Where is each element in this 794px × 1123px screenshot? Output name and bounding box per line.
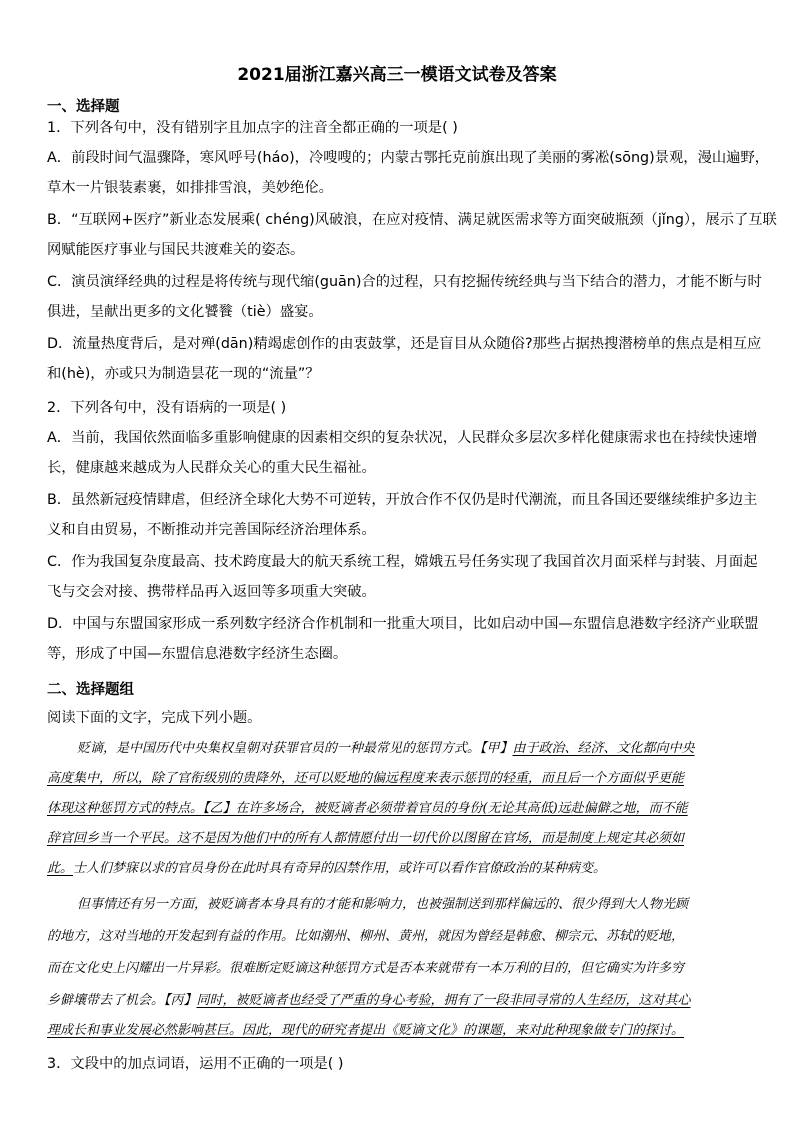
passage-text: 乡僻壤带去了机会。【丙】 bbox=[47, 993, 197, 1008]
section-heading-choice: 一、选择题 bbox=[47, 99, 120, 115]
passage-p1-line1 bbox=[77, 740, 777, 758]
passage-underlined: 由于政治、经济、文化都向中央 bbox=[512, 741, 695, 756]
question-1-option-d-cont: 和(hè)，亦或只为制造昙花一现的“流量”？ bbox=[47, 366, 320, 382]
question-2-option-b-cont: 义和自由贸易，不断推动并完善国际经济治理体系。 bbox=[47, 522, 376, 538]
passage-text: 士人们梦寐以求的官员身份在此时具有奇异的囚禁作用，或许可以看作官僚政治的某种病变。 bbox=[73, 861, 607, 876]
document-title: 2021届浙江嘉兴高三一模语文试卷及答案 bbox=[237, 65, 557, 85]
passage-p2-line1: 但事情还有另一方面，被贬谪者本身具有的才能和影响力，也被强制送到那样偏远的、很少得到大人物光顾 bbox=[77, 897, 689, 912]
question-3-stem: 3．文段中的加点词语，运用不正确的一项是( ) bbox=[47, 1056, 344, 1072]
passage-underlined: 高度集中，所以，除了官衔级别的贵降外，还可以贬地的偏远程度来表示惩罚的轻重，而且后一个方面似乎更能 bbox=[47, 771, 685, 786]
passage-p1-line3 bbox=[47, 800, 747, 818]
passage-p2-line4 bbox=[47, 992, 747, 1010]
passage-p1-line2 bbox=[47, 770, 747, 788]
passage-p2-line2: 的地方，这对当地的开发起到有益的作用。比如潮州、柳州、黄州，就因为曾经是韩愈、柳宗元、苏轼的贬地， bbox=[47, 929, 685, 944]
passage-text: 贬谪，是中国历代中央集权皇朝对获罪官员的一种最常见的惩罚方式。【甲】 bbox=[77, 741, 513, 756]
question-2-option-d: D．中国与东盟国家形成一系列数字经济合作机制和一批重大项目，比如启动中国—东盟信息港数字经济产业联盟 bbox=[47, 616, 759, 632]
question-1-option-a: A．前段时间气温骤降，寒风呼号(háo)，冷嗖嗖的；内蒙古鄂托克前旗出现了美丽的雾凇(sōng)景观，漫山遍野， bbox=[47, 150, 770, 166]
question-1-option-a-cont: 草木一片银装素裹，如排排雪浪，美妙绝伦。 bbox=[47, 180, 333, 196]
question-2-option-c: C．作为我国复杂度最高、技术跨度最大的航天系统工程，嫦娥五号任务实现了我国首次月面采样与封装、月面起 bbox=[47, 554, 758, 570]
passage-p2-line5 bbox=[47, 1022, 747, 1040]
passage-underlined: 此。 bbox=[47, 861, 74, 876]
question-1-option-d: D．流量热度背后，是对殚(dān)精竭虑创作的由衷鼓掌，还是盲目从众随俗?那些占据热搜潜榜单的焦点是相互应 bbox=[47, 336, 762, 352]
passage-p1-line5 bbox=[47, 860, 747, 878]
question-2-option-b: B．虽然新冠疫情肆虐，但经济全球化大势不可逆转，开放合作不仅仍是时代潮流，而且各国还要继续维护多边主 bbox=[47, 492, 758, 508]
passage-p1-line4 bbox=[47, 830, 747, 848]
question-2-option-d-cont: 等，形成了中国—东盟信息港数字经济生态圈。 bbox=[47, 646, 348, 662]
question-2-option-a-cont: 长，健康越来越成为人民群众关心的重大民生福祉。 bbox=[47, 460, 376, 476]
question-2-option-a: A．当前，我国依然面临多重影响健康的因素相交织的复杂状况，人民群众多层次多样化健康需求也在持续快速增 bbox=[47, 430, 758, 446]
passage-underlined: 同时，被贬谪者也经受了严重的身心考验，拥有了一段非同寻常的人生经历，这对其心 bbox=[196, 993, 691, 1008]
question-1-stem: 1．下列各句中，没有错别字且加点字的注音全都正确的一项是( ) bbox=[47, 120, 458, 136]
question-1-option-c-cont: 俱进，呈献出更多的文化饕餮（tiè）盛宴。 bbox=[47, 304, 323, 320]
question-2-option-c-cont: 飞与交会对接、携带样品再入返回等多项重大突破。 bbox=[47, 584, 376, 600]
passage-underlined: 在许多场合，被贬谪者必须带着官员的身份(无论其高低)远赴偏僻之地，而不能 bbox=[235, 801, 688, 816]
passage-p2-line3: 而在文化史上闪耀出一片异彩。很难断定贬谪这种惩罚方式是否本来就带有一本万利的目的，但它确实为许多穷 bbox=[47, 961, 685, 976]
question-2-stem: 2．下列各句中，没有语病的一项是( ) bbox=[47, 400, 287, 416]
passage-underlined: 辞官回乡当一个平民。这不是因为他们中的所有人都情愿付出一切代价以图留在官场，而是制度上规定其必须如 bbox=[47, 831, 685, 846]
passage-underlined: 体现这种惩罚方式的特点。【乙】 bbox=[47, 801, 236, 816]
reading-instruction: 阅读下面的文字，完成下列小题。 bbox=[47, 710, 262, 726]
question-1-option-c: C．演员演绎经典的过程是将传统与现代缩(guān)合的过程，只有挖掘传统经典与当下结合的潜力，才能不断与时 bbox=[47, 274, 762, 290]
passage-underlined: 理成长和事业发展必然影响甚巨。因此，现代的研究者提出《贬谪文化》的课题，来对此种现象做专门的探讨。 bbox=[47, 1023, 685, 1038]
section-heading-group: 二、选择题组 bbox=[47, 682, 134, 698]
question-1-option-b-cont: 网赋能医疗事业与国民共渡难关的姿态。 bbox=[47, 242, 305, 258]
question-1-option-b: B．“互联网+医疗”新业态发展乘( chéng)风破浪，在应对疫情、满足就医需求等方面突破瓶颈（jǐng），展示了互联 bbox=[47, 212, 777, 228]
